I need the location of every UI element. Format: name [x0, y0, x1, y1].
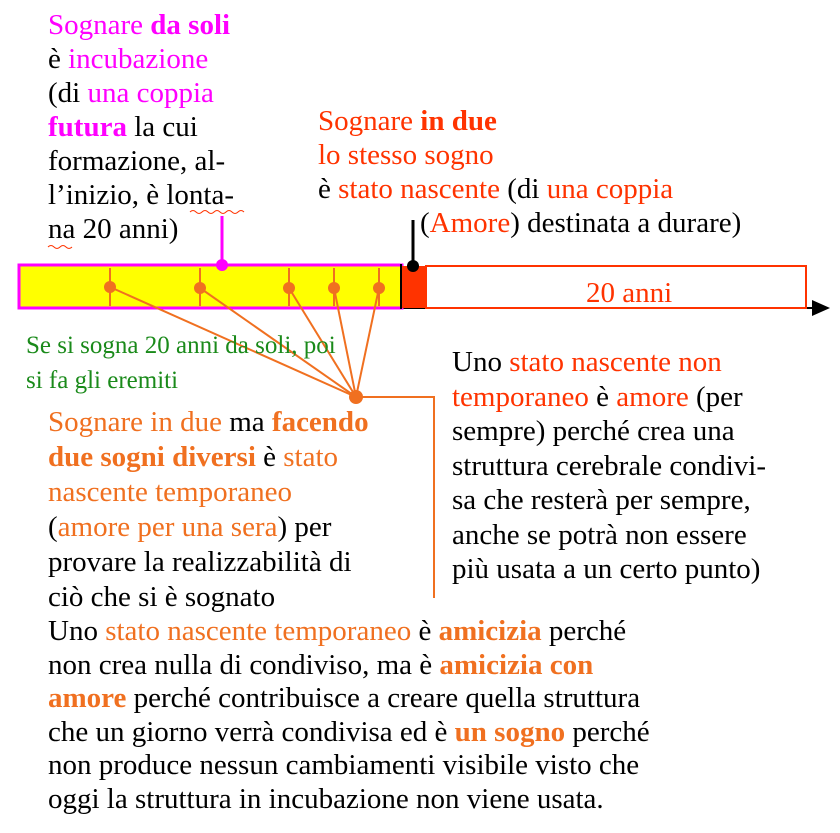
diff-l2a: due sogni diversi [48, 441, 256, 473]
fr-l4a: che un giorno verrà condivisa ed è [48, 715, 455, 748]
two-same-l1a: Sognare [318, 105, 421, 137]
solo-l5: formazione, al- [48, 145, 226, 177]
diff-l3: nascente temporaneo [48, 476, 292, 508]
two-same-l3c: (di [499, 173, 547, 205]
diff-l1a: Sognare in due [48, 406, 222, 438]
fr-l1b: stato nascente temporaneo [105, 615, 412, 647]
fr-l4b: un sogno [454, 715, 566, 748]
solo-l2b: incubazione [68, 43, 209, 75]
perm-l5: sa che resterà per sempre, [452, 484, 751, 516]
perm-l2c: amore [616, 380, 689, 413]
fr-l1e: perché [541, 615, 627, 647]
solo-l6: l’inizio, è lonta- [48, 179, 235, 211]
solo-l1a: Sognare [48, 9, 151, 41]
diff-l6: ciò che si è sognato [48, 581, 276, 613]
two-same-l3a: è [318, 173, 339, 205]
two-same-l3b: stato nascente [338, 173, 500, 205]
hermit-l1: Se si sogna 20 anni da soli, poi [26, 332, 336, 359]
nascent-state-block [402, 266, 426, 308]
hermit-note [26, 328, 416, 398]
perm-l1a: Uno [452, 346, 510, 378]
solo-l2a: è [48, 43, 69, 75]
diff-l5: provare la realizzabilità di [48, 546, 352, 578]
perm-l2d: (per [688, 380, 743, 413]
solo-l3a: (di [48, 77, 88, 109]
two-pointer-dot [407, 260, 419, 272]
fr-l6: oggi la struttura in incubazione non viene usata. [48, 782, 604, 815]
perm-l3: sempre) perché crea una [452, 415, 735, 447]
fr-l3b: perché contribuisce a creare quella struttura [126, 682, 641, 714]
two-same-l4c: ) destinata a durare) [510, 207, 742, 239]
two-same-l4a: ( [420, 207, 430, 239]
axis-arrowhead [812, 300, 830, 316]
two-same-l2: lo stesso sogno [318, 139, 494, 171]
solo-l1b: da soli [150, 9, 231, 41]
fr-l5: non produce nessun cambiamenti visibile visto che [48, 749, 640, 781]
hermit-l2: si fa gli eremiti [26, 367, 179, 394]
diff-l4c: ) per [277, 511, 332, 543]
perm-l4: struttura cerebrale condivi- [452, 449, 767, 482]
solo-l4a: futura [48, 111, 127, 143]
two-different-dreams-text [48, 405, 369, 615]
fr-l2b: amicizia con [439, 648, 594, 681]
solo-pointer-dot [216, 259, 228, 271]
two-same-dream-text [318, 104, 741, 240]
friendship-text [48, 615, 650, 816]
two-same-l1b: in due [420, 105, 497, 137]
perm-l6: anche se potrà non essere [452, 518, 747, 551]
diff-l1c: facendo [271, 406, 369, 438]
fr-l3a: amore [48, 682, 127, 714]
solo-l3b: una coppia [87, 77, 214, 109]
diff-l2c: stato [283, 441, 339, 473]
perm-l2a: temporaneo [452, 380, 589, 413]
solo-l4b: la cui [126, 111, 198, 143]
solo-dream-text [48, 8, 234, 246]
fr-l1a: Uno [48, 615, 106, 647]
two-same-l4b: Amore [429, 207, 511, 239]
incubation-bar [19, 265, 402, 308]
fr-l1c: è [411, 615, 439, 647]
diff-l4a: ( [48, 511, 58, 543]
permanent-nascent-text [452, 345, 766, 587]
diff-l2b: è [255, 441, 284, 473]
fr-l2a: non crea nulla di condiviso, ma è [48, 648, 440, 681]
perm-l7: più usata a un certo punto) [452, 553, 761, 585]
fr-l1d: amicizia [438, 615, 542, 647]
perm-l2b: è [588, 380, 617, 413]
perm-l1b: stato nascente non [509, 346, 722, 378]
solo-l7: na 20 anni) [48, 213, 179, 245]
diff-l4b: amore per una sera [57, 511, 278, 543]
duration-label: 20 anni [586, 277, 673, 309]
diff-l1b: ma [221, 406, 272, 438]
two-same-l3d: una coppia [546, 173, 674, 205]
fr-l4c: perché [565, 715, 650, 748]
